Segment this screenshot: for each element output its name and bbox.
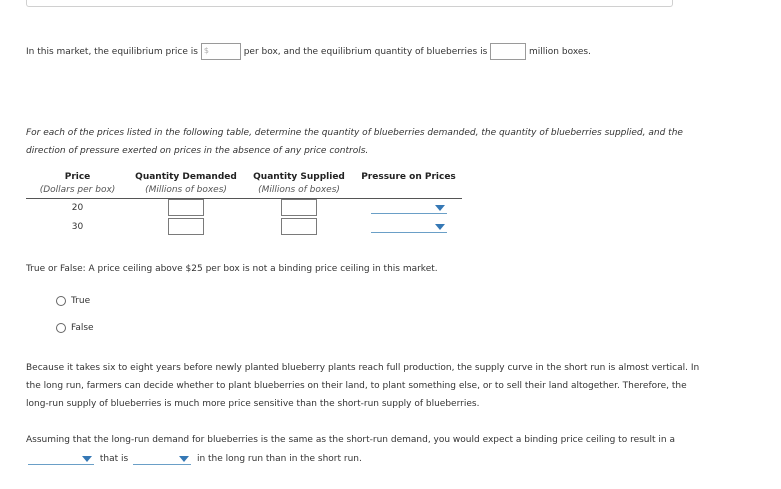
equilibrium-sentence	[26, 43, 591, 60]
col-header-qd: Quantity Demanded	[135, 172, 237, 182]
ceiling-prompt-line1: Assuming that the long-run demand for blueberries is the same as the short-run demand, you would expect a binding price ceiling to result in a	[26, 435, 675, 445]
table-row	[26, 198, 462, 217]
previous-question-frame	[26, 0, 673, 7]
true-false-prompt: True or False: A price ceiling above $25 per box is not a binding price ceiling in this market.	[26, 264, 438, 274]
table-instruction-line2: direction of pressure exerted on prices in the absence of any price controls.	[26, 146, 369, 156]
table-row	[26, 217, 462, 236]
q1-text-part2: per box, and the equilibrium quantity of blueberries is	[243, 47, 488, 57]
radio-true[interactable]	[56, 296, 66, 306]
chevron-down-icon	[435, 224, 445, 230]
pressure-dropdown-30[interactable]	[371, 220, 447, 233]
radio-true-label[interactable]: True	[71, 296, 91, 306]
col-subheader-qd: (Millions of boxes)	[129, 182, 243, 198]
price-quantity-table	[26, 172, 462, 236]
ceiling-prompt-line2	[28, 452, 362, 465]
radio-false-label[interactable]: False	[71, 323, 94, 333]
qd-input-20[interactable]	[168, 199, 204, 216]
row-price: 30	[71, 221, 84, 232]
chevron-down-icon	[179, 456, 189, 462]
qs-input-20[interactable]	[281, 199, 317, 216]
col-subheader-price: (Dollars per box)	[26, 182, 129, 198]
equilibrium-quantity-input[interactable]	[490, 43, 526, 60]
size-comparison-dropdown[interactable]	[133, 452, 191, 465]
qd-input-30[interactable]	[168, 218, 204, 235]
paragraph-line2: the long run, farmers can decide whether to plant blueberries on their land, to plant something else, or to sell their land altogether. Therefore, the	[26, 381, 687, 391]
radio-false[interactable]	[56, 323, 66, 333]
pressure-dropdown-20[interactable]	[371, 201, 447, 214]
col-header-pressure: Pressure on Prices	[361, 172, 456, 182]
qs-input-30[interactable]	[281, 218, 317, 235]
q1-text-part1: In this market, the equilibrium price is	[26, 47, 198, 57]
col-header-price: Price	[64, 172, 91, 182]
col-header-qs: Quantity Supplied	[253, 172, 345, 182]
shortage-dropdown[interactable]	[28, 452, 94, 465]
chevron-down-icon	[435, 205, 445, 211]
dollar-prefix: $	[203, 46, 209, 55]
paragraph-line3: long-run supply of blueberries is much more price sensitive than the short-run supply of blueberries.	[26, 399, 480, 409]
col-subheader-pressure	[355, 182, 462, 198]
paragraph-line1: Because it takes six to eight years before newly planted blueberry plants reach full production, the supply curve in the short run is almost vertical. In	[26, 363, 700, 373]
connector-text-1: that is	[99, 454, 129, 464]
q1-text-part3: million boxes.	[529, 47, 591, 57]
equilibrium-price-input[interactable]	[201, 43, 241, 60]
connector-text-2: in the long run than in the short run.	[196, 454, 362, 464]
table-instruction-line1: For each of the prices listed in the following table, determine the quantity of blueberries demanded, the quantity of blueberries supplied, and the	[26, 128, 683, 138]
row-price: 20	[71, 202, 84, 213]
chevron-down-icon	[82, 456, 92, 462]
col-subheader-qs: (Millions of boxes)	[243, 182, 355, 198]
